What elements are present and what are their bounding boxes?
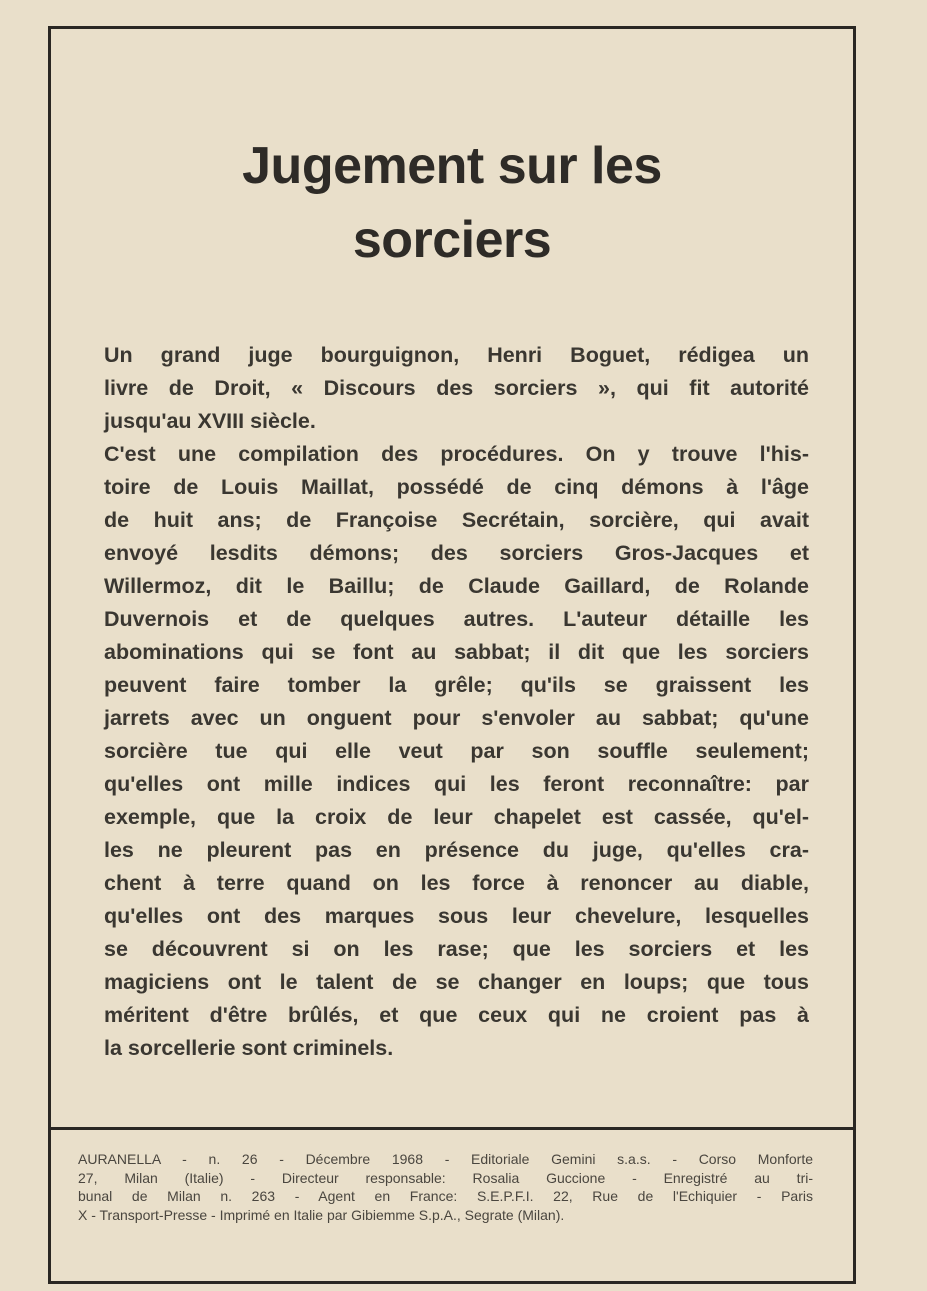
body-line: Duvernois et de quelques autres. L'auteur détaille les (104, 607, 809, 631)
body-line: méritent d'être brûlés, et que ceux qui ne croient pas à (104, 1003, 809, 1027)
footer-divider (51, 1127, 853, 1130)
article-body (104, 339, 809, 1065)
colophon (78, 1150, 813, 1224)
body-line: magiciens ont le talent de se changer en loups; que tous (104, 970, 809, 994)
body-line: se découvrent si on les rase; que les sorciers et les (104, 937, 809, 961)
body-line: Un grand juge bourguignon, Henri Boguet, rédigea un (104, 343, 809, 367)
body-line: livre de Droit, « Discours des sorciers », qui fit autorité (104, 376, 809, 400)
body-line: sorcière tue qui elle veut par son souffle seulement; (104, 739, 809, 763)
body-line: chent à terre quand on les force à renoncer au diable, (104, 871, 809, 895)
colophon-line: AURANELLA - n. 26 - Décembre 1968 - Editoriale Gemini s.a.s. - Corso Monforte (78, 1151, 813, 1167)
body-line: abominations qui se font au sabbat; il dit que les sorciers (104, 640, 809, 664)
body-line: envoyé lesdits démons; des sorciers Gros-Jacques et (104, 541, 809, 565)
title-line-2: sorciers (352, 211, 552, 269)
body-line: qu'elles ont des marques sous leur chevelure, lesquelles (104, 904, 809, 928)
body-line: jarrets avec un onguent pour s'envoler au sabbat; qu'une (104, 706, 809, 730)
colophon-line: bunal de Milan n. 263 - Agent en France: S.E.P.F.I. 22, Rue de l'Echiquier - Paris (78, 1188, 813, 1204)
body-line: la sorcellerie sont criminels. (104, 1036, 394, 1060)
title-line-1: Jugement sur les (242, 137, 662, 195)
body-line: qu'elles ont mille indices qui les feront reconnaître: par (104, 772, 809, 796)
colophon-line: 27, Milan (Italie) - Directeur responsable: Rosalia Guccione - Enregistré au tri- (78, 1169, 813, 1186)
body-line: Willermoz, dit le Baillu; de Claude Gaillard, de Rolande (104, 574, 809, 598)
page-title (51, 129, 853, 277)
body-line: exemple, que la croix de leur chapelet est cassée, qu'el- (104, 805, 809, 829)
body-line: les ne pleurent pas en présence du juge, qu'elles cra- (104, 838, 809, 862)
body-line: jusqu'au XVIII siècle. (104, 409, 316, 433)
body-line: de huit ans; de Françoise Secrétain, sorcière, qui avait (104, 508, 809, 532)
body-line: peuvent faire tomber la grêle; qu'ils se graissent les (104, 673, 809, 697)
body-line: C'est une compilation des procédures. On y trouve l'his- (104, 442, 809, 466)
page-frame (48, 26, 856, 1284)
colophon-line: X - Transport-Presse - Imprimé en Italie par Gibiemme S.p.A., Segrate (Milan). (78, 1206, 565, 1223)
body-line: toire de Louis Maillat, possédé de cinq démons à l'âge (104, 475, 809, 499)
